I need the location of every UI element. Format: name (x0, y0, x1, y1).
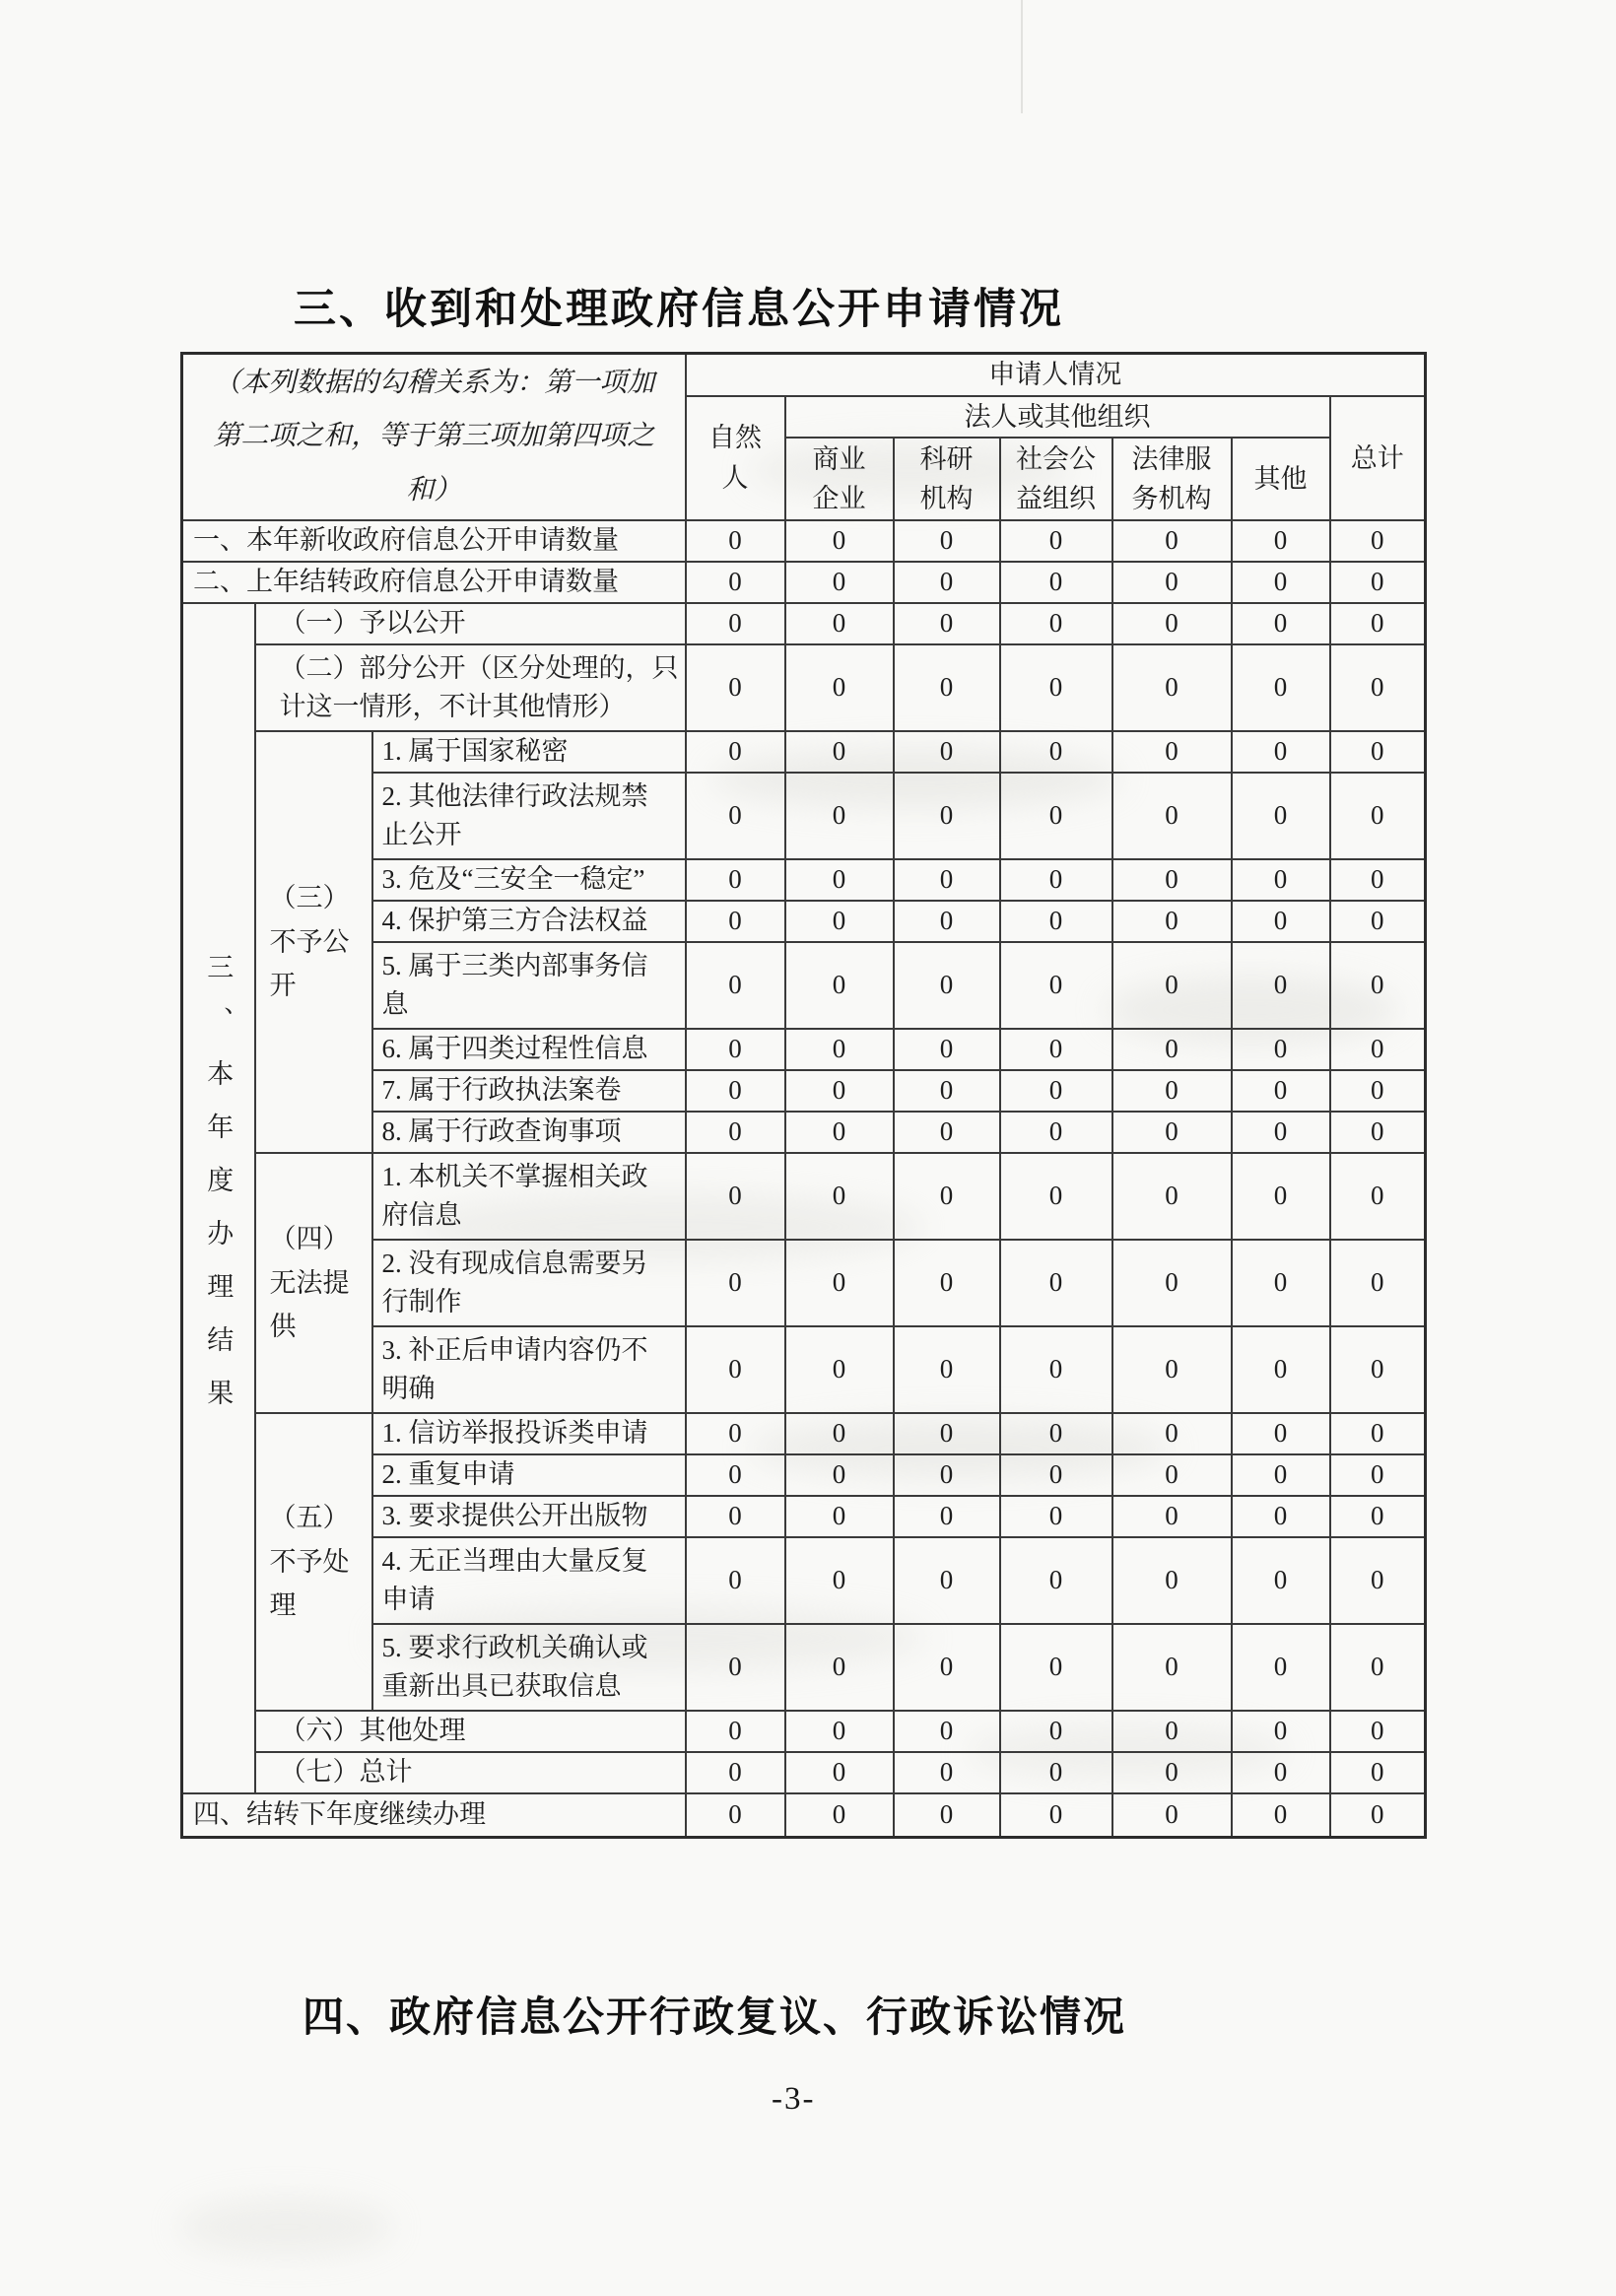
header-natural-person: 自然人 (686, 396, 785, 521)
group-annual-results-label: 三、本年度办理结果 (203, 953, 234, 1433)
cell-value: 0 (686, 1240, 785, 1326)
cell-value: 0 (1330, 1413, 1426, 1454)
cell-value: 0 (894, 901, 1000, 942)
cell-value: 0 (1112, 773, 1232, 859)
row-label: 2. 其他法律行政法规禁止公开 (372, 773, 686, 859)
cell-value: 0 (1232, 901, 1330, 942)
cell-value: 0 (686, 942, 785, 1029)
row-label: 4. 无正当理由大量反复申请 (372, 1537, 686, 1624)
row-label: 8. 属于行政查询事项 (372, 1112, 686, 1153)
cell-value: 0 (1232, 731, 1330, 773)
cell-value: 0 (1112, 1454, 1232, 1496)
cell-value: 0 (1232, 1029, 1330, 1070)
cell-value: 0 (1112, 1153, 1232, 1240)
cell-value: 0 (785, 731, 894, 773)
page-number: -3- (772, 2081, 816, 2117)
cell-value: 0 (686, 1711, 785, 1752)
header-other-org: 其他 (1232, 438, 1330, 520)
cell-value: 0 (1000, 1624, 1112, 1711)
row-label: 1. 本机关不掌握相关政府信息 (372, 1153, 686, 1240)
group-annual-results (182, 603, 255, 1793)
cell-value: 0 (686, 1153, 785, 1240)
cell-value: 0 (686, 562, 785, 603)
cell-value: 0 (894, 520, 1000, 562)
cell-value: 0 (686, 1496, 785, 1537)
cell-value: 0 (1232, 562, 1330, 603)
cell-value: 0 (1112, 901, 1232, 942)
row-label: 7. 属于行政执法案卷 (372, 1070, 686, 1112)
cell-value: 0 (785, 1793, 894, 1837)
cell-value: 0 (1232, 942, 1330, 1029)
table-row (182, 1793, 1426, 1837)
cell-value: 0 (785, 859, 894, 901)
table-row (182, 520, 1426, 562)
cell-value: 0 (785, 1153, 894, 1240)
cell-value: 0 (894, 731, 1000, 773)
row-label: （二）部分公开（区分处理的，只计这一情形，不计其他情形） (255, 644, 686, 731)
header-research-institution: 科研机构 (894, 438, 1000, 520)
cell-value: 0 (894, 1624, 1000, 1711)
cell-value: 0 (1112, 859, 1232, 901)
cell-value: 0 (1232, 1537, 1330, 1624)
cell-value: 0 (686, 1326, 785, 1413)
section3-title: 三、收到和处理政府信息公开申请情况 (294, 286, 1064, 333)
cell-value: 0 (785, 644, 894, 731)
cell-value: 0 (1232, 1153, 1330, 1240)
cell-value: 0 (894, 1240, 1000, 1326)
cell-value: 0 (894, 603, 1000, 644)
cell-value: 0 (785, 1326, 894, 1413)
cell-value: 0 (785, 1112, 894, 1153)
table-row (182, 644, 1426, 731)
header-legal-service-org: 法律服务机构 (1112, 438, 1232, 520)
cell-value: 0 (894, 1153, 1000, 1240)
fold-line (1021, 0, 1023, 113)
row-label: 5. 属于三类内部事务信息 (372, 942, 686, 1029)
cell-value: 0 (785, 1496, 894, 1537)
cell-value: 0 (1330, 603, 1426, 644)
cell-value: 0 (1112, 1752, 1232, 1793)
cell-value: 0 (1112, 1029, 1232, 1070)
table-row (182, 562, 1426, 603)
header-legal-or-other-org: 法人或其他组织 (785, 396, 1330, 439)
row-label: 2. 重复申请 (372, 1454, 686, 1496)
table-note: （本列数据的勾稽关系为：第一项加第二项之和，等于第三项加第四项之和） (182, 354, 686, 521)
cell-value: 0 (1330, 1793, 1426, 1837)
cell-value: 0 (894, 1029, 1000, 1070)
cell-value: 0 (1232, 773, 1330, 859)
cell-value: 0 (1000, 731, 1112, 773)
cell-value: 0 (1000, 1070, 1112, 1112)
cell-value: 0 (686, 1537, 785, 1624)
cell-value: 0 (686, 1029, 785, 1070)
cell-value: 0 (1112, 603, 1232, 644)
row-label: 3. 要求提供公开出版物 (372, 1496, 686, 1537)
cell-value: 0 (894, 1454, 1000, 1496)
cell-value: 0 (686, 773, 785, 859)
cell-value: 0 (686, 1752, 785, 1793)
section4-title: 四、政府信息公开行政复议、行政诉讼情况 (303, 1993, 1127, 2040)
cell-value: 0 (1000, 1029, 1112, 1070)
cell-value: 0 (785, 1624, 894, 1711)
row-label: 3. 补正后申请内容仍不明确 (372, 1326, 686, 1413)
table-row (182, 1711, 1426, 1752)
cell-value: 0 (785, 1070, 894, 1112)
cell-value: 0 (1330, 1070, 1426, 1112)
header-commercial-enterprise: 商业企业 (785, 438, 894, 520)
cell-value: 0 (1112, 942, 1232, 1029)
cell-value: 0 (1330, 1240, 1426, 1326)
table-row (182, 731, 1426, 773)
cell-value: 0 (1232, 1454, 1330, 1496)
header-total: 总计 (1330, 396, 1426, 521)
cell-value: 0 (894, 1326, 1000, 1413)
group-not-processed: （五）不予处理 (255, 1413, 372, 1711)
cell-value: 0 (686, 644, 785, 731)
cell-value: 0 (785, 1454, 894, 1496)
cell-value: 0 (686, 731, 785, 773)
cell-value: 0 (1232, 1326, 1330, 1413)
cell-value: 0 (785, 773, 894, 859)
row-label: （六）其他处理 (255, 1711, 686, 1752)
cell-value: 0 (1000, 1496, 1112, 1537)
cell-value: 0 (1000, 1711, 1112, 1752)
group-not-disclosed: （三）不予公开 (255, 731, 372, 1153)
cell-value: 0 (1112, 1112, 1232, 1153)
cell-value: 0 (1232, 520, 1330, 562)
cell-value: 0 (1330, 1752, 1426, 1793)
cell-value: 0 (1330, 644, 1426, 731)
cell-value: 0 (1232, 1112, 1330, 1153)
cell-value: 0 (1000, 1752, 1112, 1793)
cell-value: 0 (1330, 773, 1426, 859)
row-label: 二、上年结转政府信息公开申请数量 (182, 562, 686, 603)
row-label: （七）总计 (255, 1752, 686, 1793)
cell-value: 0 (785, 603, 894, 644)
cell-value: 0 (1000, 603, 1112, 644)
cell-value: 0 (785, 1537, 894, 1624)
cell-value: 0 (1232, 1793, 1330, 1837)
scan-smudge (177, 2197, 394, 2257)
row-label: 1. 信访举报投诉类申请 (372, 1413, 686, 1454)
row-label: 2. 没有现成信息需要另行制作 (372, 1240, 686, 1326)
cell-value: 0 (1000, 1413, 1112, 1454)
cell-value: 0 (1330, 731, 1426, 773)
row-label: 4. 保护第三方合法权益 (372, 901, 686, 942)
cell-value: 0 (1232, 1752, 1330, 1793)
cell-value: 0 (686, 520, 785, 562)
cell-value: 0 (1330, 1624, 1426, 1711)
cell-value: 0 (1000, 1153, 1112, 1240)
cell-value: 0 (894, 1537, 1000, 1624)
cell-value: 0 (1232, 1070, 1330, 1112)
cell-value: 0 (1000, 1537, 1112, 1624)
header-applicant-status: 申请人情况 (686, 354, 1426, 396)
cell-value: 0 (1000, 859, 1112, 901)
cell-value: 0 (1330, 562, 1426, 603)
cell-value: 0 (1232, 1413, 1330, 1454)
cell-value: 0 (1000, 562, 1112, 603)
cell-value: 0 (1000, 1326, 1112, 1413)
cell-value: 0 (1000, 1454, 1112, 1496)
cell-value: 0 (1232, 1711, 1330, 1752)
cell-value: 0 (1330, 901, 1426, 942)
cell-value: 0 (1232, 1624, 1330, 1711)
cell-value: 0 (894, 644, 1000, 731)
cell-value: 0 (1112, 1711, 1232, 1752)
cell-value: 0 (1330, 1326, 1426, 1413)
cell-value: 0 (1112, 1070, 1232, 1112)
cell-value: 0 (1232, 859, 1330, 901)
cell-value: 0 (686, 1624, 785, 1711)
cell-value: 0 (1330, 859, 1426, 901)
group-unable-to-provide: （四）无法提供 (255, 1153, 372, 1413)
cell-value: 0 (894, 1496, 1000, 1537)
cell-value: 0 (1112, 520, 1232, 562)
cell-value: 0 (686, 1793, 785, 1837)
cell-value: 0 (1232, 603, 1330, 644)
cell-value: 0 (1000, 644, 1112, 731)
cell-value: 0 (1330, 1112, 1426, 1153)
cell-value: 0 (785, 1029, 894, 1070)
row-label: 5. 要求行政机关确认或重新出具已获取信息 (372, 1624, 686, 1711)
cell-value: 0 (1000, 901, 1112, 942)
table-row (182, 1752, 1426, 1793)
cell-value: 0 (1112, 1413, 1232, 1454)
cell-value: 0 (1330, 1454, 1426, 1496)
cell-value: 0 (686, 1112, 785, 1153)
cell-value: 0 (894, 1752, 1000, 1793)
cell-value: 0 (1000, 773, 1112, 859)
cell-value: 0 (1232, 1240, 1330, 1326)
cell-value: 0 (1000, 1112, 1112, 1153)
cell-value: 0 (686, 1413, 785, 1454)
cell-value: 0 (686, 859, 785, 901)
table-row (182, 1413, 1426, 1454)
cell-value: 0 (1330, 1711, 1426, 1752)
cell-value: 0 (1232, 1496, 1330, 1537)
cell-value: 0 (1112, 644, 1232, 731)
cell-value: 0 (1112, 562, 1232, 603)
cell-value: 0 (1330, 1029, 1426, 1070)
row-label: 3. 危及“三安全一稳定” (372, 859, 686, 901)
cell-value: 0 (785, 520, 894, 562)
cell-value: 0 (1112, 731, 1232, 773)
cell-value: 0 (686, 1070, 785, 1112)
row-label: 6. 属于四类过程性信息 (372, 1029, 686, 1070)
cell-value: 0 (785, 942, 894, 1029)
row-label: 四、结转下年度继续办理 (182, 1793, 686, 1837)
cell-value: 0 (894, 773, 1000, 859)
cell-value: 0 (1112, 1793, 1232, 1837)
cell-value: 0 (1112, 1537, 1232, 1624)
cell-value: 0 (1000, 942, 1112, 1029)
cell-value: 0 (1112, 1326, 1232, 1413)
cell-value: 0 (1112, 1240, 1232, 1326)
cell-value: 0 (686, 901, 785, 942)
cell-value: 0 (1000, 1240, 1112, 1326)
cell-value: 0 (1330, 942, 1426, 1029)
table-row (182, 1153, 1426, 1240)
cell-value: 0 (1112, 1624, 1232, 1711)
row-label: （一）予以公开 (255, 603, 686, 644)
cell-value: 0 (686, 1454, 785, 1496)
cell-value: 0 (1330, 1153, 1426, 1240)
applications-table (180, 352, 1427, 1839)
cell-value: 0 (894, 1413, 1000, 1454)
cell-value: 0 (1000, 1793, 1112, 1837)
cell-value: 0 (785, 1240, 894, 1326)
cell-value: 0 (894, 942, 1000, 1029)
cell-value: 0 (785, 901, 894, 942)
cell-value: 0 (894, 859, 1000, 901)
cell-value: 0 (785, 1413, 894, 1454)
row-label: 1. 属于国家秘密 (372, 731, 686, 773)
cell-value: 0 (785, 562, 894, 603)
cell-value: 0 (1330, 520, 1426, 562)
cell-value: 0 (1000, 520, 1112, 562)
cell-value: 0 (1330, 1537, 1426, 1624)
cell-value: 0 (894, 1711, 1000, 1752)
cell-value: 0 (1232, 644, 1330, 731)
cell-value: 0 (894, 1112, 1000, 1153)
table-row (182, 603, 1426, 644)
cell-value: 0 (894, 562, 1000, 603)
cell-value: 0 (894, 1070, 1000, 1112)
cell-value: 0 (785, 1752, 894, 1793)
cell-value: 0 (785, 1711, 894, 1752)
row-label: 一、本年新收政府信息公开申请数量 (182, 520, 686, 562)
cell-value: 0 (1330, 1496, 1426, 1537)
table-header-row (182, 354, 1426, 396)
header-public-welfare-org: 社会公益组织 (1000, 438, 1112, 520)
cell-value: 0 (1112, 1496, 1232, 1537)
cell-value: 0 (686, 603, 785, 644)
cell-value: 0 (894, 1793, 1000, 1837)
